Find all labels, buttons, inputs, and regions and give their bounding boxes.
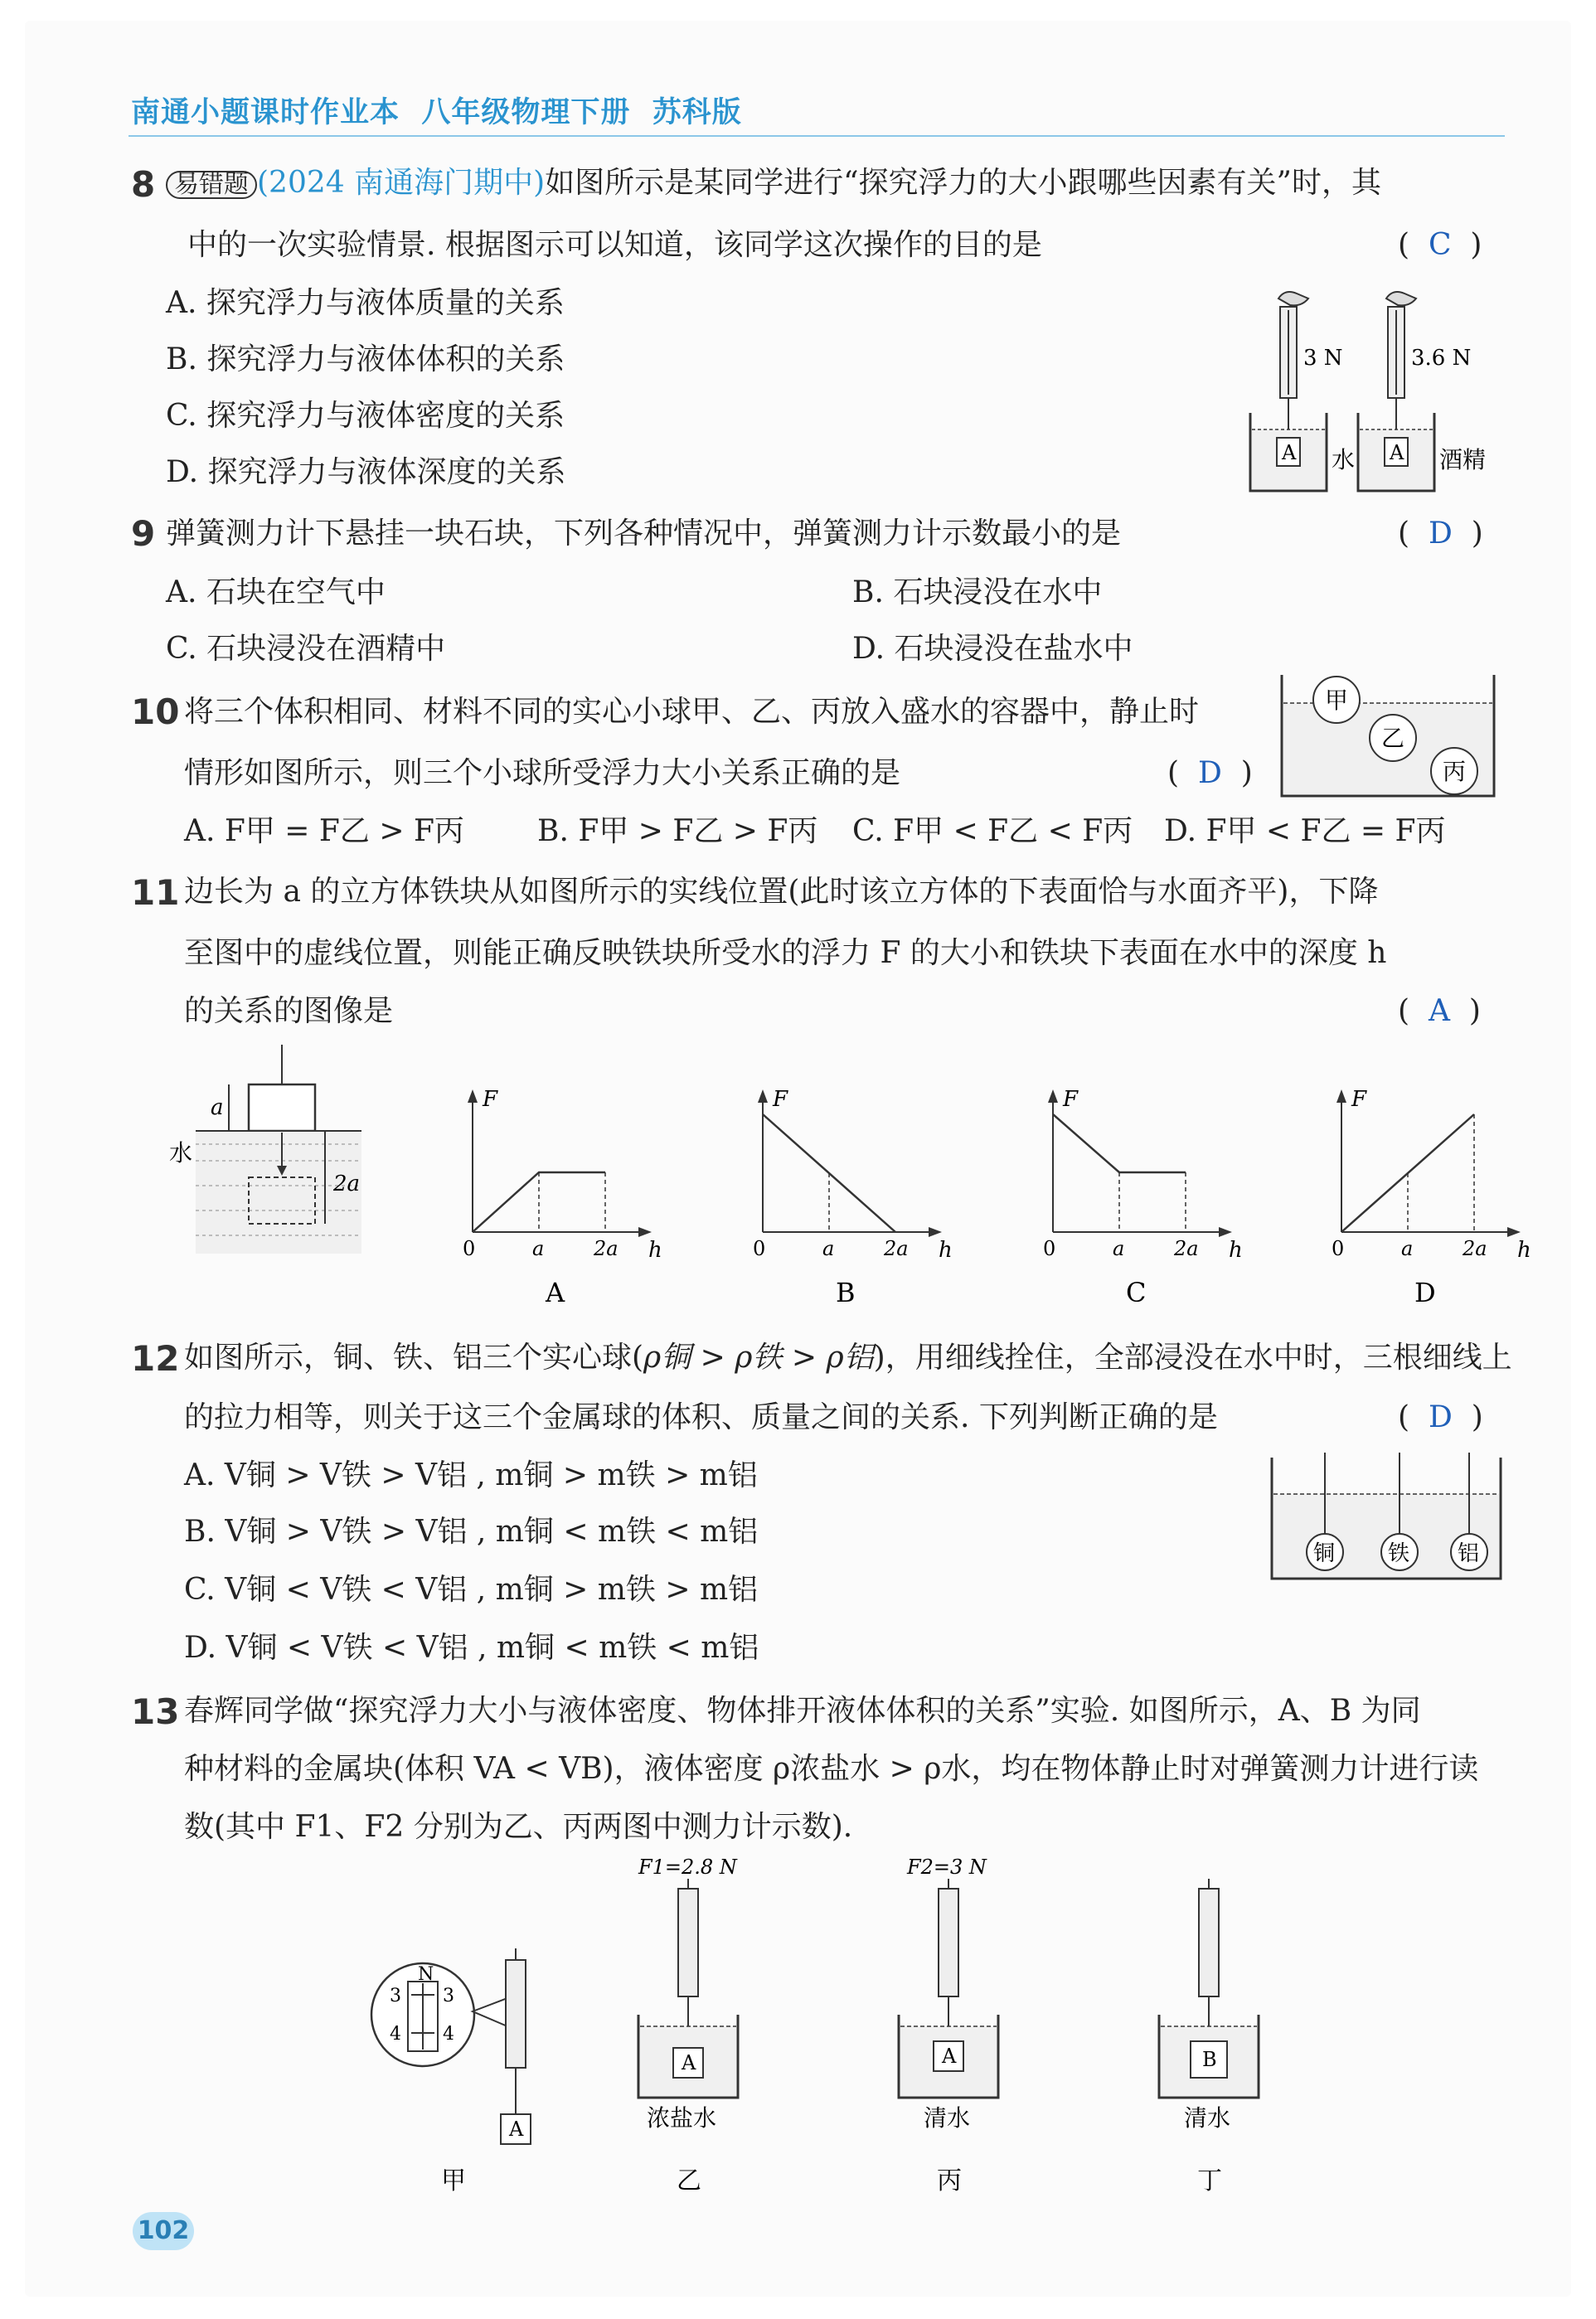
- label-water: 水: [169, 1139, 193, 1167]
- graph-a: [463, 1087, 662, 1308]
- reading-f2: F2=3 N: [907, 1856, 987, 1879]
- iron-ball-label: 铁: [1388, 1541, 1410, 1566]
- question-9-stem: 弹簧测力计下悬挂一块石块，下列各种情况中，弹簧测力计示数最小的是: [166, 517, 1122, 551]
- block-a-label: A: [509, 2118, 524, 2141]
- question-11-stem-line2: 至图中的虚线位置，则能正确反映铁块所受水的浮力 F 的大小和铁块下表面在水中的深度 h: [184, 936, 1387, 970]
- copper-ball-label: 铜: [1313, 1541, 1336, 1566]
- setup-bing: [899, 1856, 998, 2195]
- graph-d-tick-a: a: [1401, 1237, 1414, 1260]
- question-8-text: 如图所示是某同学进行“探究浮力的大小跟哪些因素有关”时，其: [545, 166, 1381, 200]
- graph-b-tick-a: a: [822, 1237, 835, 1260]
- label-2a: 2a: [333, 1172, 361, 1196]
- question-10-stem-line2: 情形如图所示，则三个小球所受浮力大小关系正确的是: [184, 756, 901, 790]
- graph-b-origin: 0: [753, 1237, 766, 1260]
- question-12-stem-part1: 如图所示，铜、铁、铝三个实心球(: [184, 1341, 644, 1375]
- question-9-option-a: A. 石块在空气中: [166, 575, 386, 609]
- graph-a-tick-a: a: [532, 1237, 545, 1260]
- graph-c-tick-2a: 2a: [1174, 1237, 1199, 1260]
- setup-jia: [371, 1948, 531, 2195]
- dial-tick-3-left: 3: [390, 1986, 401, 2006]
- graph-c-label: C: [1126, 1277, 1147, 1308]
- spring-scale: [939, 1889, 958, 1996]
- dial-tick-3-right: 3: [443, 1986, 454, 2006]
- question-12-stem-line1: [184, 1343, 1512, 1373]
- graph-b-y-label: F: [773, 1087, 788, 1112]
- question-9-option-c: C. 石块浸没在酒精中: [166, 632, 446, 666]
- graph-d-origin: 0: [1332, 1237, 1345, 1260]
- question-11-cube-figure: [163, 1045, 370, 1260]
- liquid-label-water: 水: [1332, 446, 1356, 473]
- graph-d-tick-2a: 2a: [1463, 1237, 1487, 1260]
- question-11-graphs: [431, 1078, 1534, 1318]
- question-10-option-c: C. F甲 < F乙 < F丙: [852, 814, 1133, 848]
- figure-yi-label: 乙: [677, 2166, 701, 2195]
- question-11-stem-line1: 边长为 a 的立方体铁块从如图所示的实线位置(此时该立方体的下表面恰与水面齐平)，下降: [184, 875, 1379, 909]
- question-12-figure: [1267, 1453, 1507, 1585]
- question-8-source: (2024 南通海门期中): [257, 166, 546, 200]
- graph-c-curve: [1053, 1114, 1186, 1172]
- question-8-stem-line2: 中的一次实验情景. 根据图示可以知道，该同学这次操作的目的是: [187, 228, 1042, 262]
- question-12-option-b: B. V铜 > V铁 > V铝 , m铜 < m铁 < m铝: [184, 1515, 759, 1549]
- ball-yi-label: 乙: [1381, 725, 1405, 752]
- scale-reading-2: 3.6 N: [1411, 346, 1472, 371]
- setup-ding: [1159, 1879, 1259, 2195]
- liquid-label-alcohol: 酒精: [1439, 446, 1487, 473]
- hand-icon: [1386, 292, 1416, 305]
- graph-b: [753, 1087, 953, 1308]
- question-12-number: 12: [131, 1338, 180, 1379]
- setup-yi: [638, 1856, 738, 2195]
- block-a-label: A: [682, 2051, 696, 2074]
- spring-scale: [1199, 1889, 1219, 1996]
- question-10-option-b: B. F甲 > F乙 > F丙: [537, 814, 818, 848]
- graph-b-tick-2a: 2a: [884, 1237, 909, 1260]
- question-13-stem-line2: 种材料的金属块(体积 VA < VB)，液体密度 ρ浓盐水 > ρ水，均在物体静止时对弹簧测力计进行读: [184, 1752, 1479, 1786]
- label-a: a: [211, 1095, 224, 1120]
- question-12-answer: ( D ): [1398, 1400, 1483, 1434]
- error-prone-tag: 易错题: [166, 171, 257, 199]
- question-8-number: 8: [131, 164, 156, 205]
- aluminum-ball-label: 铝: [1458, 1541, 1480, 1566]
- block-a-label: A: [1282, 441, 1297, 464]
- question-12-stem-line2: 的拉力相等，则关于这三个金属球的体积、质量之间的关系. 下列判断正确的是: [184, 1400, 1218, 1434]
- question-13-number: 13: [131, 1691, 180, 1732]
- spring-scale-alcohol-setup: [1358, 292, 1486, 491]
- spring-scale: [678, 1889, 698, 1996]
- figure-bing-label: 丙: [937, 2166, 962, 2195]
- graph-a-y-label: F: [483, 1087, 498, 1112]
- header-divider: [129, 135, 1505, 137]
- graph-a-tick-2a: 2a: [594, 1237, 619, 1260]
- question-9-option-d: D. 石块浸没在盐水中: [852, 632, 1133, 666]
- graph-a-x-label: h: [648, 1238, 662, 1263]
- graph-d-y-label: F: [1351, 1087, 1367, 1112]
- block-a-label: A: [942, 2045, 957, 2068]
- liquid-label-brine: 浓盐水: [647, 2104, 717, 2132]
- graph-d-x-label: h: [1517, 1238, 1531, 1263]
- question-10-figure: [1277, 670, 1501, 803]
- graph-d: [1332, 1087, 1531, 1308]
- graph-b-label: B: [836, 1277, 856, 1308]
- liquid-label-water: 清水: [924, 2104, 971, 2132]
- question-12-density-relation: ρ铜 > ρ铁 > ρ铝: [643, 1341, 874, 1375]
- figure-jia-label: 甲: [441, 2166, 466, 2195]
- question-9-answer: ( D ): [1398, 517, 1483, 551]
- question-13-stem-line3: 数(其中 F1、F2 分别为乙、丙两图中测力计示数).: [184, 1810, 853, 1844]
- graph-d-label: D: [1414, 1277, 1436, 1308]
- question-10-option-a: A. F甲 = F乙 > F丙: [184, 814, 464, 848]
- spring-scale-water-setup: [1250, 292, 1355, 491]
- question-8-option-c: C. 探究浮力与液体密度的关系: [166, 399, 565, 433]
- question-11-stem-line3: 的关系的图像是: [184, 994, 394, 1028]
- graph-a-origin: 0: [463, 1237, 476, 1260]
- figure-ding-label: 丁: [1197, 2166, 1222, 2195]
- question-12-option-d: D. V铜 < V铁 < V铝 , m铜 < m铁 < m铝: [184, 1631, 759, 1665]
- block-a-label: A: [1390, 441, 1404, 464]
- spring-scale: [506, 1960, 526, 2068]
- question-12-stem-part2: )，用细线拴住，全部浸没在水中时，三根细线上: [873, 1341, 1512, 1375]
- question-10-number: 10: [131, 691, 180, 732]
- question-8-answer: ( C ): [1398, 228, 1482, 262]
- liquid-label-water: 清水: [1184, 2104, 1231, 2132]
- block-b-label: B: [1202, 2048, 1217, 2071]
- graph-c-origin: 0: [1043, 1237, 1056, 1260]
- question-10-stem-line1: 将三个体积相同、材料不同的实心小球甲、乙、丙放入盛水的容器中，静止时: [184, 695, 1200, 729]
- graph-c: [1043, 1087, 1243, 1308]
- graph-c-y-label: F: [1063, 1087, 1079, 1112]
- page-number: 102: [133, 2212, 194, 2250]
- dial-unit: N: [418, 1964, 434, 1985]
- ball-bing-label: 丙: [1443, 758, 1467, 785]
- scale-reading-1: 3 N: [1303, 346, 1343, 371]
- question-13-stem-line1: 春辉同学做“探究浮力大小与液体密度、物体排开液体体积的关系”实验. 如图所示，A、B 为同: [184, 1694, 1421, 1728]
- question-10-option-d: D. F甲 < F乙 = F丙: [1164, 814, 1446, 848]
- question-8-option-b: B. 探究浮力与液体体积的关系: [166, 342, 565, 376]
- question-8-option-a: A. 探究浮力与液体质量的关系: [166, 286, 565, 320]
- ball-jia-label: 甲: [1325, 686, 1349, 714]
- dial-tick-4-left: 4: [390, 2024, 401, 2045]
- question-9-option-b: B. 石块浸没在水中: [852, 575, 1103, 609]
- question-12-option-c: C. V铜 < V铁 < V铝 , m铜 > m铁 > m铝: [184, 1573, 759, 1607]
- reading-f1: F1=2.8 N: [638, 1856, 737, 1879]
- question-9-number: 9: [131, 513, 156, 554]
- question-11-answer: ( A ): [1398, 994, 1481, 1028]
- graph-a-label: A: [546, 1277, 565, 1308]
- question-11-number: 11: [131, 872, 180, 913]
- question-8-figure: [1244, 282, 1526, 506]
- question-13-figure: [348, 1849, 1343, 2197]
- graph-b-x-label: h: [939, 1238, 953, 1263]
- running-header: 南通小题课时作业本 八年级物理下册 苏科版: [131, 96, 742, 129]
- graph-c-x-label: h: [1229, 1238, 1243, 1263]
- iron-cube: [249, 1084, 315, 1131]
- question-12-option-a: A. V铜 > V铁 > V铝 , m铜 > m铁 > m铝: [184, 1458, 758, 1492]
- question-8-stem-line1: [166, 168, 1381, 199]
- question-10-answer: ( D ): [1167, 756, 1253, 790]
- dial-tick-4-right: 4: [443, 2024, 454, 2045]
- question-8-option-d: D. 探究浮力与液体深度的关系: [166, 455, 566, 489]
- graph-c-tick-a: a: [1113, 1237, 1125, 1260]
- hand-icon: [1278, 292, 1308, 305]
